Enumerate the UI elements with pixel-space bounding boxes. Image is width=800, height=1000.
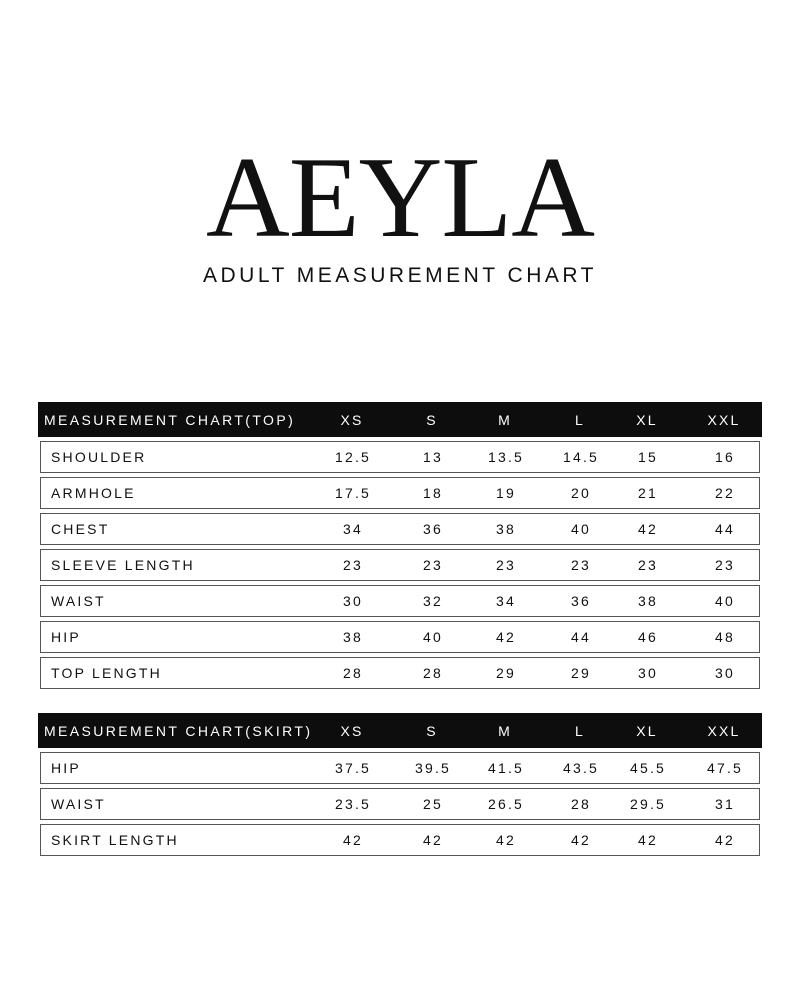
table-row <box>40 657 760 689</box>
top-measurement-table <box>38 402 762 689</box>
measurement-cell: 31 <box>715 796 735 812</box>
measurement-cell: 15 <box>638 449 658 465</box>
measurement-cell: 20 <box>571 485 591 501</box>
measurement-cell: 25 <box>423 796 443 812</box>
row-label: CHEST <box>51 521 110 537</box>
table-row <box>40 585 760 617</box>
measurement-cell: 28 <box>571 796 591 812</box>
measurement-cell: 42 <box>496 832 516 848</box>
table-header-row <box>38 713 762 748</box>
measurement-cell: 30 <box>715 665 735 681</box>
table-row <box>40 788 760 820</box>
measurement-cell: 44 <box>571 629 591 645</box>
measurement-cell: 30 <box>343 593 363 609</box>
brand-logo: AEYLA <box>205 134 595 262</box>
measurement-cell: 17.5 <box>334 485 372 501</box>
measurement-cell: 23.5 <box>334 796 372 812</box>
table-row <box>40 441 760 473</box>
measurement-cell: 40 <box>571 521 591 537</box>
measurement-cell: 26.5 <box>487 796 525 812</box>
measurement-cell: 47.5 <box>706 760 744 776</box>
table-row <box>40 549 760 581</box>
measurement-cell: 21 <box>638 485 658 501</box>
measurement-cell: 42 <box>343 832 363 848</box>
measurement-cell: 41.5 <box>487 760 525 776</box>
row-label: WAIST <box>51 796 106 812</box>
measurement-cell: 42 <box>496 629 516 645</box>
table-row <box>40 824 760 856</box>
row-label: SKIRT LENGTH <box>51 832 179 848</box>
measurement-cell: 48 <box>715 629 735 645</box>
size-header: L <box>575 722 585 739</box>
size-header: XL <box>636 411 658 428</box>
measurement-cell: 23 <box>343 557 363 573</box>
measurement-cell: 45.5 <box>629 760 667 776</box>
size-header: XXL <box>707 411 741 428</box>
measurement-cell: 28 <box>343 665 363 681</box>
measurement-cell: 38 <box>638 593 658 609</box>
table-title: MEASUREMENT CHART(TOP) <box>44 411 296 428</box>
table-row <box>40 513 760 545</box>
measurement-cell: 38 <box>496 521 516 537</box>
table-title: MEASUREMENT CHART(SKIRT) <box>44 722 313 739</box>
measurement-cell: 34 <box>496 593 516 609</box>
size-header: XL <box>636 722 658 739</box>
size-header: M <box>498 411 512 428</box>
size-header: XS <box>340 722 364 739</box>
measurement-cell: 22 <box>715 485 735 501</box>
measurement-cell: 42 <box>638 521 658 537</box>
measurement-cell: 12.5 <box>334 449 372 465</box>
size-header: XS <box>340 411 364 428</box>
measurement-cell: 37.5 <box>334 760 372 776</box>
measurement-cell: 36 <box>423 521 443 537</box>
row-label: SHOULDER <box>51 449 147 465</box>
measurement-cell: 14.5 <box>562 449 600 465</box>
measurement-cell: 30 <box>638 665 658 681</box>
page-title: ADULT MEASUREMENT CHART <box>203 264 597 287</box>
size-header: L <box>575 411 585 428</box>
measurement-cell: 23 <box>638 557 658 573</box>
row-label: TOP LENGTH <box>51 665 162 681</box>
row-label: WAIST <box>51 593 106 609</box>
measurement-cell: 42 <box>638 832 658 848</box>
measurement-cell: 23 <box>715 557 735 573</box>
measurement-cell: 23 <box>496 557 516 573</box>
measurement-cell: 18 <box>423 485 443 501</box>
size-header: XXL <box>707 722 741 739</box>
measurement-cell: 43.5 <box>562 760 600 776</box>
table-row <box>40 477 760 509</box>
measurement-cell: 23 <box>423 557 443 573</box>
measurement-cell: 36 <box>571 593 591 609</box>
table-row <box>40 621 760 653</box>
row-label: HIP <box>51 629 81 645</box>
measurement-cell: 29.5 <box>629 796 667 812</box>
measurement-cell: 42 <box>571 832 591 848</box>
size-header: M <box>498 722 512 739</box>
measurement-cell: 23 <box>571 557 591 573</box>
measurement-cell: 34 <box>343 521 363 537</box>
measurement-cell: 13 <box>423 449 443 465</box>
measurement-cell: 16 <box>715 449 735 465</box>
measurement-cell: 29 <box>571 665 591 681</box>
row-label: HIP <box>51 760 81 776</box>
measurement-cell: 19 <box>496 485 516 501</box>
size-header: S <box>426 722 438 739</box>
size-header: S <box>426 411 438 428</box>
measurement-cell: 40 <box>715 593 735 609</box>
row-label: SLEEVE LENGTH <box>51 557 195 573</box>
measurement-cell: 39.5 <box>414 760 452 776</box>
skirt-measurement-table <box>38 713 762 856</box>
measurement-cell: 28 <box>423 665 443 681</box>
table-row <box>40 752 760 784</box>
measurement-cell: 38 <box>343 629 363 645</box>
measurement-cell: 40 <box>423 629 443 645</box>
measurement-cell: 32 <box>423 593 443 609</box>
measurement-cell: 42 <box>423 832 443 848</box>
measurement-cell: 13.5 <box>487 449 525 465</box>
measurement-cell: 29 <box>496 665 516 681</box>
measurement-cell: 46 <box>638 629 658 645</box>
measurement-cell: 44 <box>715 521 735 537</box>
table-header-row <box>38 402 762 437</box>
measurement-cell: 42 <box>715 832 735 848</box>
row-label: ARMHOLE <box>51 485 136 501</box>
